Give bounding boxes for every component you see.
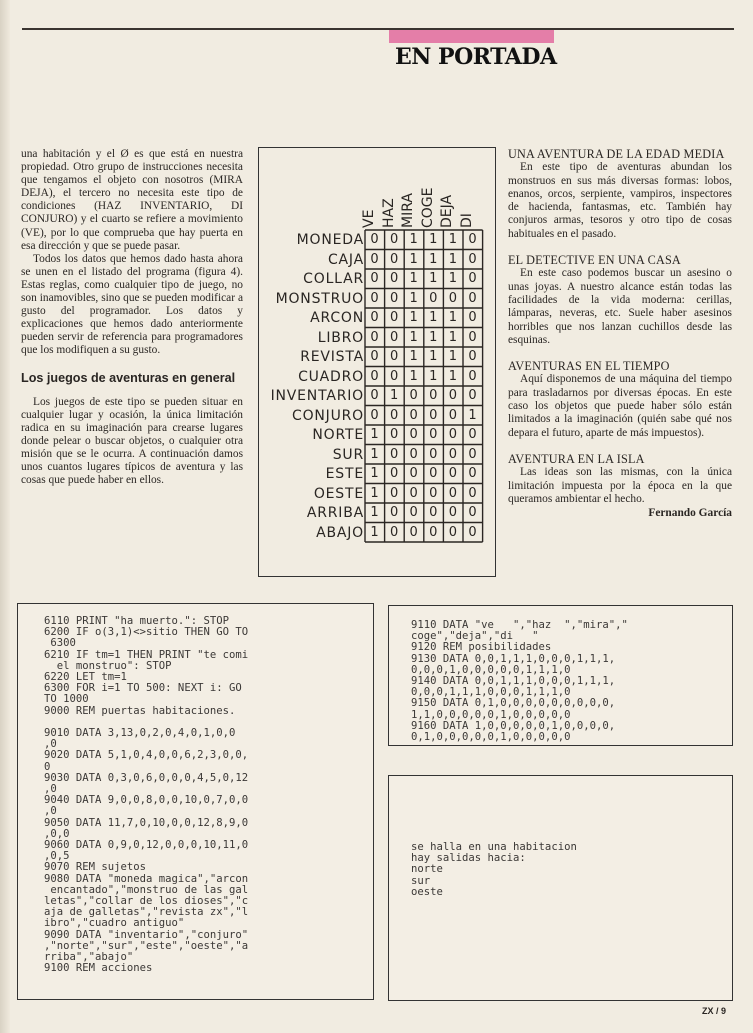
section-color-bar — [389, 30, 554, 43]
table-cell: 0 — [468, 485, 477, 501]
table-cell: 0 — [468, 310, 477, 325]
table-cell: 1 — [448, 329, 458, 345]
header-rule — [22, 28, 734, 30]
table-cell: 0 — [409, 485, 418, 501]
section-heading: EL DETECTIVE EN UNA CASA — [508, 253, 681, 268]
section-title: EN PORTADA — [395, 44, 557, 70]
table-cell: 0 — [409, 505, 418, 520]
row-label: INVENTARIO — [270, 388, 364, 404]
table-cell: 0 — [429, 427, 438, 442]
column-header: DI — [459, 213, 475, 228]
table-cell: 0 — [389, 505, 399, 520]
paragraph: Todos los datos que hemos dado hasta ahora se unen en el listado del programa (figura 4). Estas reglas, como cualquier tipo de juego, no son inamovibles, sino que se pueden modificar a gusto del programador. Los datos y explicaciones que hemos dado anteriormente pueden servir de referencia para programadores que los modifiquen a su gusto. — [21, 252, 243, 357]
table-cell: 1 — [429, 329, 438, 345]
table-cell: 1 — [370, 446, 379, 462]
article-section — [508, 148, 732, 241]
table-cell: 0 — [448, 290, 458, 306]
column-header: COGE — [419, 187, 436, 228]
table-cell: 0 — [370, 368, 379, 384]
screen-output-panel — [388, 775, 733, 1001]
row-label: REVISTA — [300, 349, 364, 365]
table-cell: 0 — [370, 349, 379, 364]
table-cell: 0 — [389, 427, 399, 442]
listing-code: 6110 PRINT "ha muerto.": STOP 6200 IF o(3,1)<>sitio THEN GO TO 6300 6210 IF tm=1 THEN PRINT "te comi el monstruo": STOP 6220 LET tm=1 6300 FOR i=1 TO 500: NEXT i: GO TO 1000 9000 REM puertas habitaciones. 9010 DATA 3,13,0,2,0,4,0,1,0,0 ,0 9020 DATA 5,1,0,4,0,0,6,2,3,0,0, 0 9030 DATA 0,3,0,6,0,0,0,4,5,0,12 ,0 9040 DATA 9,0,0,8,0,0,10,0,7,0,0 ,0 9050 DATA 11,7,0,10,0,0,12,8,9,0 ,0,0 9060 DATA 0,9,0,12,0,0,0,10,11,0 ,0,5 9070 REM sujetos 9080 DATA "moneda magica","arcon encantado","monstruo de las gal letas","collar de los dioses","c aja de galletas","revista zx","l ibro","cuadro antiguo" 9090 DATA "inventario","conjuro" ,"norte","sur","este","oeste","a rriba","abajo" 9100 REM acciones — [44, 615, 249, 975]
table-cell: 0 — [389, 271, 399, 286]
row-label: CAJA — [327, 251, 364, 268]
row-label: COLLAR — [303, 271, 364, 287]
table-cell: 0 — [468, 290, 477, 306]
table-cell: 0 — [468, 251, 477, 267]
section-heading: AVENTURA EN LA ISLA — [508, 451, 645, 466]
column-header: DEJA — [439, 194, 456, 228]
right-text-column — [508, 148, 732, 520]
table-cell: 0 — [389, 251, 399, 267]
table-cell: 0 — [389, 407, 399, 423]
table-cell: 1 — [409, 329, 418, 345]
row-label: ARRIBA — [306, 505, 364, 521]
article-section — [508, 453, 732, 520]
row-label: CUADRO — [298, 368, 364, 385]
table-cell: 0 — [468, 329, 477, 345]
table-cell: 1 — [448, 310, 458, 325]
table-cell: 1 — [429, 232, 438, 247]
table-cell: 1 — [370, 505, 379, 520]
table-cell: 0 — [448, 407, 458, 423]
paragraph: Aquí disponemos de una máquina del tiempo para trasladarnos por diversas épocas. En este caso los objetos que puede haber sólo están limitados a la imaginación (quién sabe qué nos depara el futuro, aparte de más impuestos). — [508, 373, 732, 439]
table-cell: 1 — [409, 271, 418, 286]
table-cell: 0 — [448, 466, 458, 481]
row-label: NORTE — [312, 427, 364, 443]
page-number: ZX / 9 — [702, 1006, 727, 1016]
article-section — [508, 360, 732, 440]
article-section — [508, 254, 732, 347]
table-cell: 0 — [370, 251, 379, 267]
row-label: ESTE — [325, 466, 364, 482]
table-cell: 0 — [370, 310, 379, 325]
table-cell: 0 — [448, 446, 458, 462]
table-cell: 0 — [389, 349, 399, 364]
table-cell: 1 — [370, 466, 379, 481]
table-cell: 0 — [389, 485, 399, 501]
table-cell: 0 — [468, 232, 477, 247]
table-cell: 1 — [370, 427, 379, 442]
row-label: SUR — [332, 446, 364, 463]
table-cell: 0 — [468, 524, 477, 540]
table-cell: 0 — [409, 446, 418, 462]
table-cell: 1 — [448, 232, 458, 247]
table-cell: 0 — [409, 388, 418, 403]
table-cell: 1 — [429, 271, 438, 286]
table-cell: 0 — [468, 466, 477, 481]
table-cell: 1 — [409, 251, 418, 267]
figure-actions-table — [258, 147, 496, 577]
table-cell: 1 — [409, 310, 418, 325]
paragraph: una habitación y el Ø es que está en nuestra propiedad. Otro grupo de instrucciones necesita que tengamos el objeto con nosotros (MIRA DEJA), el tercero no necesita este tipo de condiciones (HAZ INVENTARIO, DI CONJURO) y el cuarto se refiere a movimiento (VE), por lo que comprueba que hay puerta en esa dirección y que se puede pasar. — [21, 148, 243, 252]
column-header: VE — [361, 209, 377, 228]
table-cell: 0 — [429, 466, 438, 481]
table-cell: 1 — [448, 368, 458, 384]
row-label: MONEDA — [296, 232, 364, 248]
table-cell: 0 — [468, 349, 477, 364]
table-cell: 0 — [448, 485, 458, 501]
table-cell: 0 — [409, 524, 418, 540]
table-cell: 0 — [429, 505, 438, 520]
row-label: ABAJO — [316, 524, 364, 541]
column-header: MIRA — [400, 193, 417, 228]
table-cell: 0 — [448, 427, 458, 442]
paragraph: En este caso podemos buscar un asesino o unas joyas. A nuestro alcance están todas las facilidades de la vida moderna: cerillas, lámparas, neveras, etc. Suele haber asesinos horribles que nos lanzan cuchillos desde las esquinas. — [508, 267, 732, 346]
table-cell: 1 — [448, 251, 458, 267]
table-cell: 0 — [468, 388, 477, 403]
table-cell: 0 — [389, 232, 399, 247]
table-cell: 1 — [409, 232, 418, 247]
table-cell: 0 — [389, 368, 399, 384]
table-cell: 0 — [468, 505, 477, 520]
page-binding-edge — [0, 0, 10, 1033]
table-cell: 0 — [389, 290, 399, 306]
row-label: ARCON — [310, 310, 364, 326]
table-cell: 0 — [448, 388, 458, 403]
table-cell: 0 — [429, 485, 438, 501]
table-cell: 0 — [448, 524, 458, 540]
row-label: CONJURO — [292, 407, 364, 424]
subheading: Los juegos de aventuras en general — [21, 370, 236, 385]
row-label: MONSTRUO — [275, 290, 364, 307]
table-cell: 0 — [429, 524, 438, 540]
table-cell: 0 — [429, 388, 438, 403]
paragraph: Los juegos de este tipo se pueden situar en cualquier lugar y ocasión, la única limitación radica en su imaginación para crearse lugares donde pelear o buscar objetos, o cualquier otra misión que se le ocurra. A continuación damos unos cuantos lugares típicos de aventura y las cosas que puede haber en ellos. — [21, 395, 243, 487]
section-heading: AVENTURAS EN EL TIEMPO — [508, 359, 670, 374]
table-cell: 0 — [389, 446, 399, 462]
table-cell: 0 — [409, 407, 418, 423]
row-label: OESTE — [313, 485, 364, 502]
row-label: LIBRO — [317, 329, 364, 346]
table-cell: 1 — [429, 368, 438, 384]
table-cell: 1 — [389, 388, 399, 403]
table-cell: 0 — [389, 310, 399, 325]
table-cell: 0 — [409, 427, 418, 442]
table-cell: 1 — [370, 524, 379, 540]
table-cell: 1 — [468, 407, 477, 423]
program-listing-right — [388, 605, 733, 746]
table-cell: 0 — [389, 524, 399, 540]
table-cell: 1 — [429, 349, 438, 364]
program-listing-left — [17, 603, 374, 1000]
table-cell: 0 — [429, 407, 438, 423]
table-cell: 1 — [370, 485, 379, 501]
table-cell: 0 — [429, 446, 438, 462]
table-cell: 0 — [370, 232, 379, 247]
section-heading: UNA AVENTURA DE LA EDAD MEDIA — [508, 147, 725, 161]
column-header: HAZ — [380, 198, 397, 228]
listing-code: 9110 DATA "ve ","haz ","mira"," coge","deja","di " 9120 REM posibilidades 9130 DATA 0,0,1,1,1,0,0,0,1,1,1, 0,0,0,1,0,0,0,0,0,1,1,1,0 9140 DATA 0,0,1,1,1,0,0,0,1,1,1, 0,0,0,1,1,1,0,0,0,1,1,1,0 9150 DATA 0,1,0,0,0,0,0,0,0,0,0, 1,1,0,0,0,0,0,1,0,0,0,0,0 9160 DATA 1,0,0,0,0,0,1,0,0,0,0, 0,1,0,0,0,0,0,1,0,0,0,0,0 — [411, 619, 628, 744]
table-cell: 1 — [409, 349, 418, 364]
table-cell: 0 — [468, 446, 477, 462]
left-text-column — [21, 148, 243, 487]
table-cell: 0 — [370, 290, 379, 306]
screen-output-text: se halla en una habitacion hay salidas hacia: norte sur oeste — [411, 841, 577, 898]
table-cell: 0 — [448, 505, 458, 520]
table-cell: 1 — [409, 290, 418, 306]
table-cell: 0 — [389, 329, 399, 345]
table-cell: 1 — [429, 251, 438, 267]
paragraph: Las ideas son las mismas, con la única limitación impuesta por la época en la que queramos ambientar el hecho. — [508, 466, 732, 505]
table-cell: 0 — [468, 271, 477, 286]
table-cell: 0 — [409, 466, 418, 481]
table-cell: 1 — [409, 368, 418, 384]
paragraph: En este tipo de aventuras abundan los monstruos en sus más diversas formas: lobos, enanos, orcos, serpiente, vampiros, inspectores de hacienda, fantasmas, etc. También hay conjuros armas, tesoros y otro tipo de cosas habituales en el pasado. — [508, 161, 732, 240]
table-cell: 0 — [468, 368, 477, 384]
table-cell: 0 — [370, 388, 379, 403]
table-cell: 0 — [389, 466, 399, 481]
author-byline: Fernando García — [648, 507, 732, 520]
table-cell: 1 — [448, 271, 458, 286]
table-cell: 0 — [370, 329, 379, 345]
table-cell: 0 — [429, 290, 438, 306]
table-cell: 1 — [429, 310, 438, 325]
table-cell: 0 — [468, 427, 477, 442]
table-cell: 0 — [370, 271, 379, 286]
table-cell: 0 — [370, 407, 379, 423]
table-cell: 1 — [448, 349, 458, 364]
